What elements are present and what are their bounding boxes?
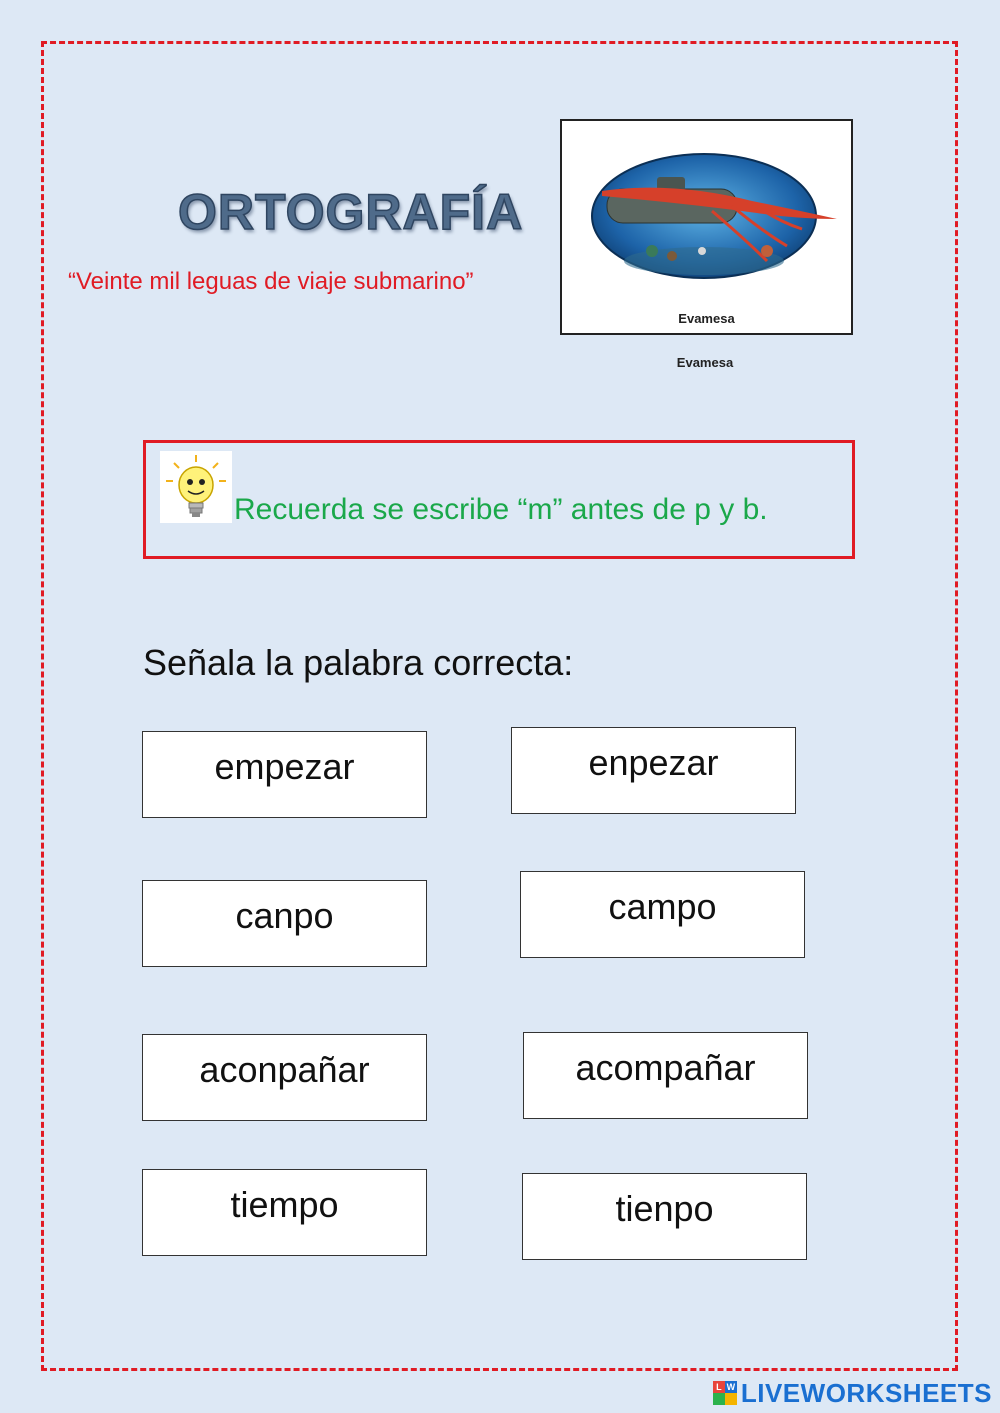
word-option-aconpanar[interactable]: aconpañar — [142, 1034, 427, 1121]
lightbulb-icon — [160, 451, 232, 523]
page-title: ORTOGRAFÍA — [178, 184, 524, 240]
illustration-box — [560, 119, 853, 335]
word-option-canpo[interactable]: canpo — [142, 880, 427, 967]
liveworksheets-icon: L W — [713, 1381, 737, 1405]
illustration-credit: Evamesa — [676, 355, 734, 370]
page-subtitle: “Veinte mil leguas de viaje submarino” — [68, 268, 474, 295]
instruction-text: Señala la palabra correcta: — [143, 642, 574, 683]
liveworksheets-logo — [713, 1378, 992, 1408]
word-option-acompanar[interactable]: acompañar — [523, 1032, 808, 1119]
word-option-enpezar[interactable]: enpezar — [511, 727, 796, 814]
tip-text: Recuerda se escribe “m” antes de p y b. — [234, 493, 768, 526]
word-option-tienpo[interactable]: tienpo — [522, 1173, 807, 1260]
word-option-campo[interactable]: campo — [520, 871, 805, 958]
word-option-empezar[interactable]: empezar — [142, 731, 427, 818]
tip-box — [143, 440, 855, 559]
liveworksheets-brand: LIVEWORKSHEETS — [740, 1377, 992, 1408]
illustration-caption: Evamesa — [678, 311, 735, 326]
word-option-tiempo[interactable]: tiempo — [142, 1169, 427, 1256]
submarine-illustration — [562, 121, 851, 306]
